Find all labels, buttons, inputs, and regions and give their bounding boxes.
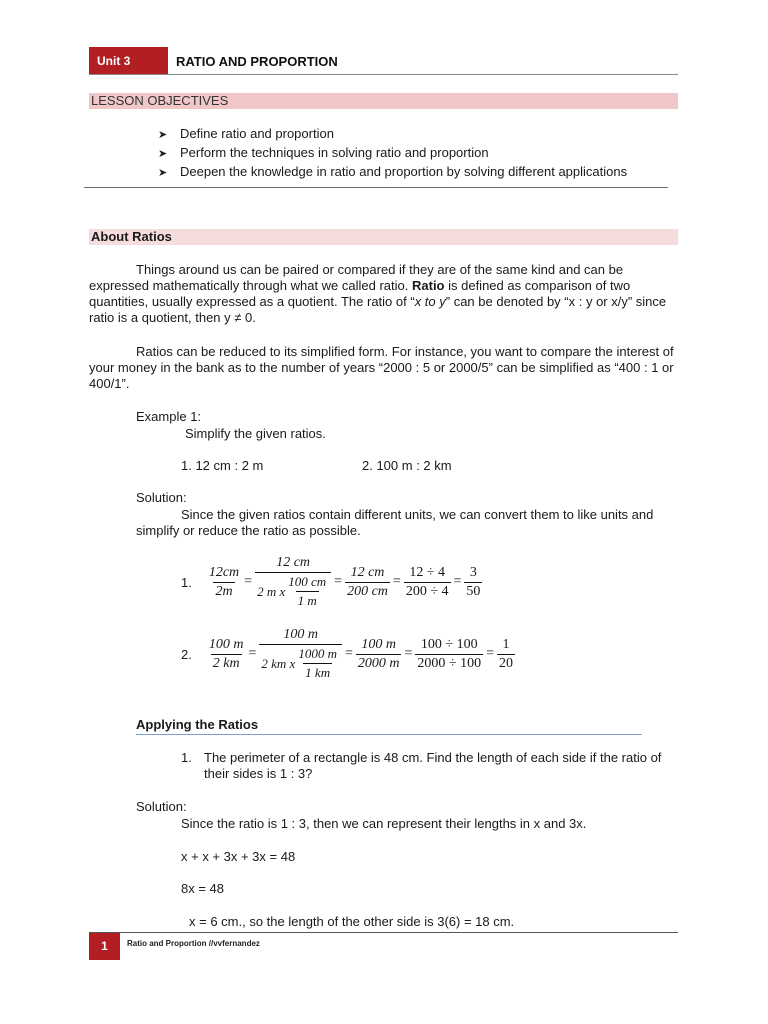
applying-solution-line-1: Since the ratio is 1 : 3, then we can represent their lengths in x and 3x. bbox=[181, 816, 587, 831]
about-paragraph-2: Ratios can be reduced to its simplified form. For instance, you want to compare the interest of your money in the bank as to the number of years “2000 : 5 or 2000/5” can be simplified as “400 : 1 or 400/1”. bbox=[89, 344, 674, 391]
example-instruction: Simplify the given ratios. bbox=[185, 426, 326, 441]
fraction: $\frac{100 m}{2 km}$ bbox=[208, 636, 244, 671]
section-heading-applying: Applying the Ratios bbox=[136, 717, 259, 732]
equation-2: 2. $\frac{100 m}{2 km}$ = 100 m 2 km x $\frac{1000 m}{1 km}$ = $\frac{100 m}{2000 m}$ = $\frac{100 \div 100}{2000 \div 100}$ = $\frac{1}{20}$ bbox=[181, 627, 513, 680]
arrow-bullet-icon: ➤ bbox=[158, 148, 168, 160]
applying-solution-line-4: x = 6 cm., so the length of the other side is 3(6) = 18 cm. bbox=[189, 914, 515, 929]
applying-solution-line-2: x + x + 3x + 3x = 48 bbox=[181, 849, 296, 864]
problem-number: 1. bbox=[181, 750, 192, 765]
page-number: 1 bbox=[89, 933, 120, 960]
fraction: $\frac{100 m}{2000 m}$ bbox=[357, 636, 400, 671]
compound-fraction: 12 cm 2 m x $\frac{100 cm}{1 m}$ bbox=[255, 555, 331, 609]
compound-fraction: 100 m 2 km x $\frac{1000 m}{1 km}$ bbox=[259, 627, 342, 681]
solution-text: Since the given ratios contain different units, we can convert them to like units and simplify or reduce the ratio as possible. bbox=[136, 507, 654, 538]
objectives-list bbox=[158, 124, 627, 181]
problem-text: The perimeter of a rectangle is 48 cm. Find the length of each side if the ratio of their sides is 1 : 3? bbox=[204, 750, 662, 781]
about-paragraph-1: Things around us can be paired or compared if they are of the same kind and can be expressed mathematically through what we called ratio. Ratio is defined as comparison of two quantities, usually expressed as a quotient. The ratio of “x to y” can be denoted by “x : y or x/y” since ratio is a quotient, then y ≠ 0. bbox=[89, 262, 667, 325]
fraction: $\frac{100 \div 100}{2000 \div 100}$ bbox=[417, 636, 482, 671]
arrow-bullet-icon: ➤ bbox=[158, 129, 168, 141]
objectives-heading: LESSON OBJECTIVES bbox=[89, 93, 678, 109]
applying-solution-label: Solution: bbox=[136, 799, 187, 814]
example-item-2: 2. 100 m : 2 km bbox=[362, 458, 452, 473]
fraction: $\frac{1}{20}$ bbox=[498, 636, 513, 671]
footer-divider bbox=[89, 932, 678, 933]
header-divider bbox=[89, 74, 678, 75]
example-item-1: 1. 12 cm : 2 m bbox=[181, 458, 264, 473]
objectives-divider bbox=[84, 187, 668, 188]
fraction: $\frac{3}{50}$ bbox=[466, 564, 481, 599]
page-title: RATIO AND PROPORTION bbox=[176, 54, 338, 69]
fraction: $\frac{12cm}{2m}$ bbox=[208, 564, 240, 599]
fraction: $\frac{12 \div 4}{200 \div 4}$ bbox=[405, 564, 449, 599]
list-item: ➤ Define ratio and proportion bbox=[158, 124, 627, 143]
arrow-bullet-icon: ➤ bbox=[158, 167, 168, 179]
list-item: ➤ Deepen the knowledge in ratio and proportion by solving different applications bbox=[158, 162, 627, 181]
example-label: Example 1: bbox=[136, 409, 202, 424]
unit-badge: Unit 3 bbox=[89, 47, 168, 74]
fraction: $\frac{12 cm}{200 cm}$ bbox=[347, 564, 388, 599]
applying-underline bbox=[136, 734, 642, 735]
equation-1: 1. $\frac{12cm}{2m}$ = 12 cm 2 m x $\frac{100 cm}{1 m}$ = $\frac{12 cm}{200 cm}$ = $\frac{12 \div 4}{200 \div 4}$ = $\frac{3}{50}$ bbox=[181, 555, 481, 608]
applying-solution-line-3: 8x = 48 bbox=[181, 881, 225, 896]
list-item: ➤ Perform the techniques in solving ratio and proportion bbox=[158, 143, 627, 162]
footer-text: Ratio and Proportion //vvfernandez bbox=[127, 939, 260, 948]
section-heading-about: About Ratios bbox=[89, 229, 678, 245]
solution-label: Solution: bbox=[136, 490, 187, 505]
